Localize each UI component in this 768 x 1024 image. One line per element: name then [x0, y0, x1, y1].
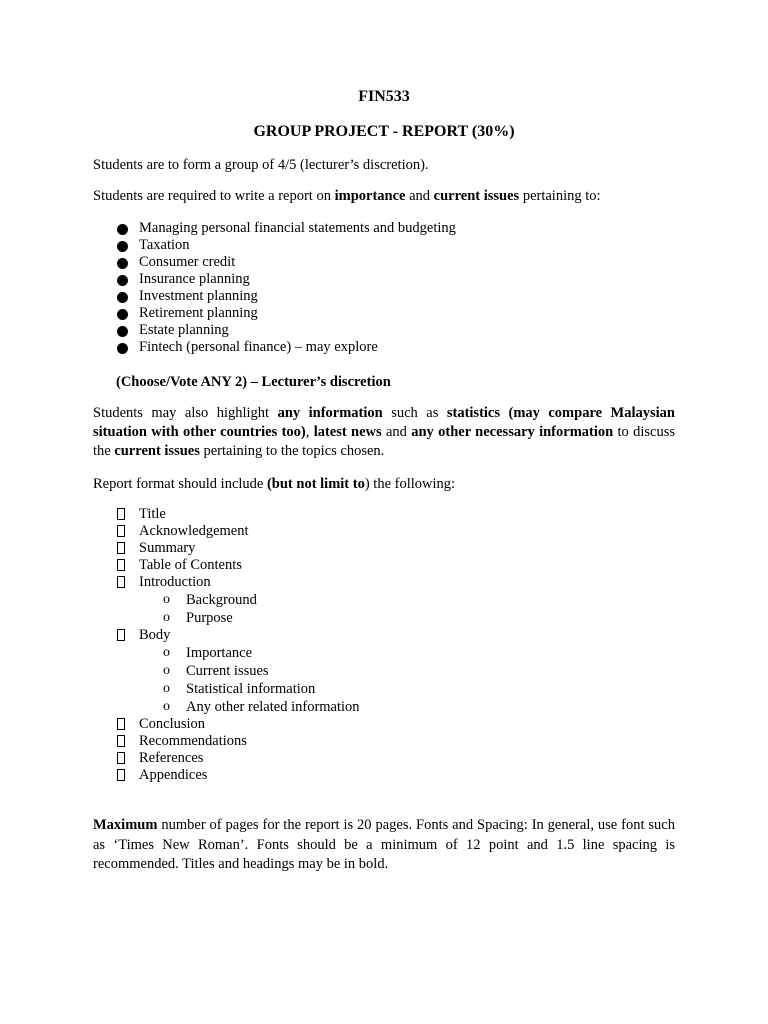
circle-bullet-icon: o	[163, 681, 170, 696]
list-item	[93, 557, 360, 574]
topic-label: Consumer credit	[139, 254, 236, 270]
list-item	[93, 523, 360, 540]
list-item	[93, 540, 360, 557]
list-item	[93, 271, 456, 288]
format-item-label: Appendices	[139, 767, 208, 783]
topic-label: Insurance planning	[139, 271, 250, 287]
bold-span: any other necessary information	[411, 424, 614, 440]
format-subitem-label: Background	[186, 592, 257, 608]
bold-span: (but not limit to	[266, 476, 365, 492]
report-requirement	[93, 188, 601, 205]
bullet-icon	[117, 292, 128, 303]
checkbox-glyph-icon	[117, 576, 125, 588]
text-span: such as	[382, 405, 447, 421]
list-item	[93, 288, 456, 305]
checkbox-glyph-icon	[117, 752, 125, 764]
format-subitem-label: Any other related information	[186, 699, 360, 715]
topic-label: Retirement planning	[139, 305, 258, 321]
circle-bullet-icon: o	[163, 663, 170, 678]
sub-list-item	[93, 644, 360, 662]
format-item-label: Acknowledgement	[139, 523, 249, 539]
bullet-icon	[117, 309, 128, 320]
bullet-icon	[117, 224, 128, 235]
format-item-label: Recommendations	[139, 733, 247, 749]
format-subitem-label: Current issues	[186, 663, 269, 679]
checkbox-glyph-icon	[117, 542, 125, 554]
checkbox-glyph-icon	[117, 508, 125, 520]
text-span: ) the following:	[364, 476, 456, 492]
list-item	[93, 574, 360, 591]
bold-span: any information	[277, 405, 383, 421]
format-subitem-label: Statistical information	[186, 681, 316, 697]
checkbox-glyph-icon	[117, 525, 125, 537]
bold-span: latest news	[313, 424, 382, 440]
topic-label: Fintech (personal finance) – may explore	[139, 339, 378, 355]
text-span: Students are required to write a report on	[93, 188, 335, 204]
choose-note: (Choose/Vote ANY 2) – Lecturer’s discretion	[116, 374, 391, 390]
topic-list	[93, 220, 456, 356]
format-item-label: Introduction	[139, 574, 211, 590]
topic-label: Managing personal financial statements and budgeting	[139, 220, 456, 236]
sub-list-item	[93, 698, 360, 716]
bullet-icon	[117, 241, 128, 252]
list-item	[93, 220, 456, 237]
group-instruction: Students are to form a group of 4/5 (lecturer’s discretion).	[93, 157, 429, 173]
project-title: GROUP PROJECT - REPORT (30%)	[253, 123, 515, 140]
format-item-label: Table of Contents	[139, 557, 242, 573]
sub-list-item	[93, 680, 360, 698]
topic-label: Estate planning	[139, 322, 229, 338]
text-span: and	[381, 424, 412, 440]
list-item	[93, 254, 456, 271]
format-subitem-label: Purpose	[186, 610, 233, 626]
highlight-paragraph	[93, 404, 675, 461]
bullet-icon	[117, 258, 128, 269]
sub-list-item	[93, 591, 360, 609]
list-item	[93, 750, 360, 767]
checkbox-glyph-icon	[117, 769, 125, 781]
format-intro	[93, 476, 455, 493]
checkbox-glyph-icon	[117, 629, 125, 641]
topic-label: Taxation	[139, 237, 190, 253]
bold-span: current issues	[433, 188, 520, 204]
list-item	[93, 339, 456, 356]
sub-list-item	[93, 609, 360, 627]
text-span: ,	[305, 424, 314, 440]
list-item	[93, 767, 360, 784]
maximum-pages-paragraph	[93, 816, 675, 875]
list-item	[93, 716, 360, 733]
text-span: pertaining to the topics chosen.	[199, 443, 385, 459]
text-span: pertaining to:	[519, 188, 601, 204]
checkbox-glyph-icon	[117, 559, 125, 571]
format-item-label: Conclusion	[139, 716, 206, 732]
circle-bullet-icon: o	[163, 645, 170, 660]
bold-span: statistics (may compare Malaysian situation with other countries too)	[93, 405, 675, 440]
format-subitem-label: Importance	[186, 645, 253, 661]
topic-label: Investment planning	[139, 288, 258, 304]
format-list	[93, 506, 360, 784]
list-item	[93, 305, 456, 322]
circle-bullet-icon: o	[163, 699, 170, 714]
text-span: to discuss the	[93, 424, 676, 459]
bullet-icon	[117, 275, 128, 286]
bullet-icon	[117, 326, 128, 337]
checkbox-glyph-icon	[117, 735, 125, 747]
circle-bullet-icon: o	[163, 610, 170, 625]
text-span: and	[405, 188, 434, 204]
list-item	[93, 322, 456, 339]
format-item-label: Title	[139, 506, 166, 522]
list-item	[93, 733, 360, 750]
bold-span: current issues	[114, 443, 200, 459]
sub-list-item	[93, 662, 360, 680]
bold-span: importance	[334, 188, 406, 204]
text-span: Report format should include	[93, 476, 267, 492]
list-item	[93, 627, 360, 644]
bold-span: Maximum	[93, 817, 158, 833]
text-span: number of pages for the report is 20 pages. Fonts and Spacing: In general, use font such as ‘Times New Roman’. Fonts should be a minimum of 12 point and 1.5 line spacing is recommended. Titles and headings may be in bold.	[93, 817, 675, 872]
text-span: Students may also highlight	[93, 405, 278, 421]
course-code-title: FIN533	[358, 88, 410, 105]
circle-bullet-icon: o	[163, 592, 170, 607]
list-item	[93, 506, 360, 523]
list-item	[93, 237, 456, 254]
format-item-label: Body	[139, 627, 171, 643]
bullet-icon	[117, 343, 128, 354]
checkbox-glyph-icon	[117, 718, 125, 730]
format-item-label: Summary	[139, 540, 196, 556]
format-item-label: References	[139, 750, 204, 766]
